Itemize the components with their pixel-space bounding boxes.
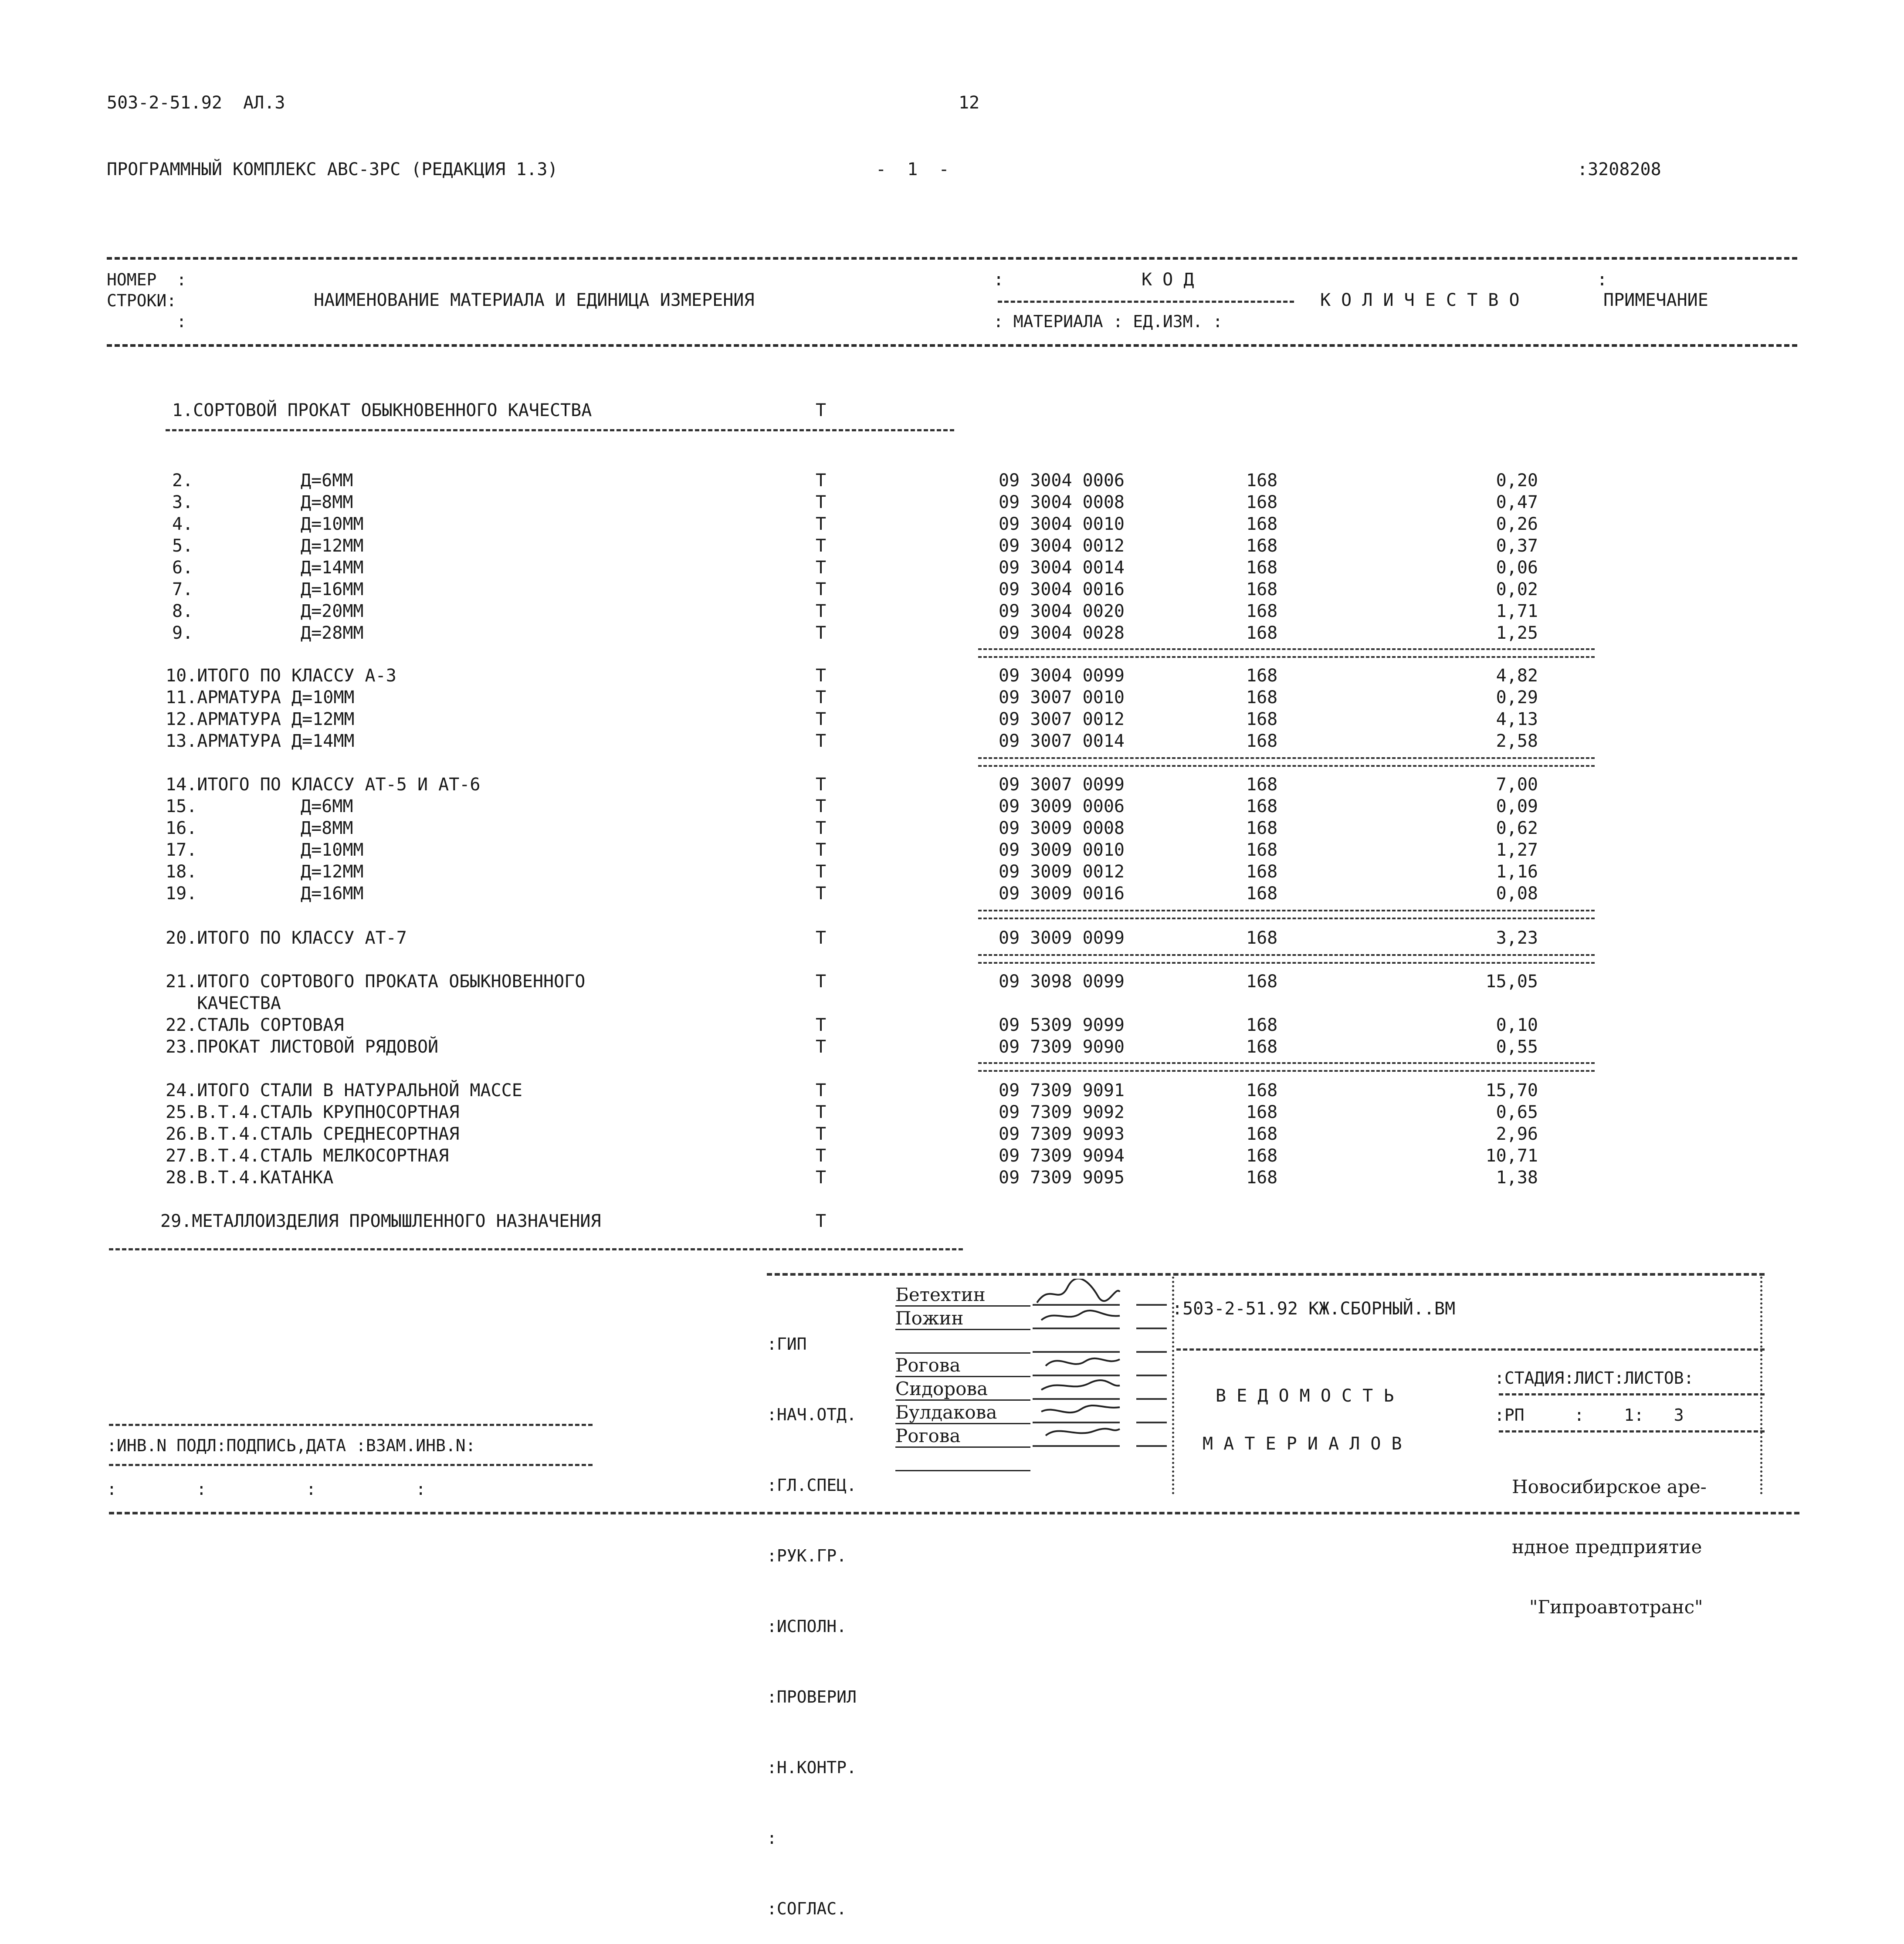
stamp-stage-values: :РП : 1: 3: [1494, 1406, 1684, 1425]
subtotal-separator: [978, 910, 1595, 919]
subtotal-separator: [978, 1062, 1595, 1072]
note-separator: :: [1597, 270, 1608, 290]
sheet-marker: - 1 -: [876, 159, 949, 179]
section-title: 1.СОРТОВОЙ ПРОКАТ ОБЫКНОВЕННОГО КАЧЕСТВА: [172, 400, 592, 420]
inventory-empty-row: : : : :: [107, 1480, 426, 1499]
organization-block: [1512, 1437, 1707, 1637]
signature-mark: [1037, 1279, 1120, 1303]
subtotal-separator: [978, 954, 1595, 964]
table-bottom-rule: [109, 1248, 963, 1250]
stamp-name-executor: Сидорова: [895, 1378, 1030, 1401]
stamp-role: :ПРОВЕРИЛ: [767, 1687, 857, 1707]
document-code: 503-2-51.92 АЛ.3: [107, 93, 285, 113]
stamp-role: :ИСПОЛН.: [767, 1617, 847, 1636]
stamp-name-gip: Бетехтин: [895, 1284, 1030, 1307]
page-bottom-rule: [109, 1512, 1799, 1514]
stamp-sheet-title-2: М А Т Е Р И А Л О В: [1203, 1434, 1402, 1454]
document-id: :3208208: [1577, 159, 1661, 179]
subtotal-separator: [978, 648, 1595, 658]
stamp-role: :СОГЛАС.: [767, 1899, 847, 1918]
column-header-note: ПРИМЕЧАНИЕ: [1603, 290, 1708, 310]
column-header-code: К О Д: [1142, 270, 1194, 290]
stamp-role: :НАЧ.ОТД.: [767, 1405, 857, 1424]
stamp-role: :РУК.ГР.: [767, 1546, 847, 1565]
stamp-name-head: Пожин: [895, 1308, 1030, 1330]
code-header-divider: [998, 301, 1294, 303]
organization-line: ндное предприятие: [1512, 1536, 1702, 1558]
stamp-inner-rule: [1176, 1348, 1765, 1351]
inventory-top-rule: [109, 1424, 593, 1426]
inventory-header: :ИНВ.N ПОДЛ:ПОДПИСЬ,ДАТА :ВЗАМ.ИНВ.N:: [107, 1436, 476, 1455]
column-header-row-number: НОМЕР : СТРОКИ: :: [107, 270, 187, 331]
stamp-role: :ГЛ.СПЕЦ.: [767, 1476, 857, 1495]
program-title: ПРОГРАММНЫЙ КОМПЛЕКС АВС-3РС (РЕДАКЦИЯ 1.3): [107, 159, 558, 179]
subtotal-separator: [978, 757, 1595, 767]
section-underline: [166, 429, 954, 431]
stamp-role: :ГИП: [767, 1334, 807, 1354]
column-header-code-separator: :: [993, 270, 1004, 290]
stamp-sheet-title-1: В Е Д О М О С Т Ь: [1216, 1386, 1394, 1406]
stamp-stage-header: :СТАДИЯ:ЛИСТ:ЛИСТОВ:: [1494, 1368, 1694, 1388]
signature-mark: [1046, 1429, 1120, 1436]
signature-mark: [1041, 1380, 1120, 1390]
page-number: 12: [959, 93, 980, 113]
stamp-stage-rule: [1499, 1393, 1765, 1395]
table-top-rule: [107, 257, 1797, 260]
stamp-name-norm-control: Рогова: [895, 1426, 1030, 1448]
stamp-document-title: :503-2-51.92 КЖ.СБОРНЫЙ..ВМ: [1172, 1299, 1456, 1319]
signature-mark: [1046, 1358, 1120, 1366]
stamp-name-group-lead: Рогова: [895, 1355, 1030, 1377]
signatures: [1033, 1279, 1128, 1470]
stamp-role: :Н.КОНТР.: [767, 1758, 857, 1777]
column-header-name: НАИМЕНОВАНИЕ МАТЕРИАЛА И ЕДИНИЦА ИЗМЕРЕНИЯ: [314, 290, 755, 310]
stamp-role: :: [767, 1829, 777, 1848]
organization-line: "Гипроавтотранс": [1529, 1596, 1703, 1618]
inventory-mid-rule: [109, 1464, 593, 1466]
stamp-name-chief-spec: [895, 1331, 1030, 1354]
stamp-right-border: [1760, 1277, 1762, 1494]
stamp-name-checker: Булдакова: [895, 1402, 1030, 1424]
organization-line: Новосибирское аре-: [1512, 1476, 1707, 1497]
stamp-stage-rule: [1499, 1430, 1765, 1433]
signature-mark: [1041, 1406, 1120, 1412]
section-unit: Т: [816, 400, 827, 420]
stamp-name-blank: [895, 1449, 1030, 1471]
stamp-roles: [767, 1285, 857, 1944]
stamp-mid-border: [1172, 1277, 1174, 1494]
column-header-code-subcols: : МАТЕРИАЛА : ЕД.ИЗМ. :: [993, 312, 1223, 331]
stamp-top-rule: [767, 1273, 1765, 1276]
signature-mark: [1041, 1311, 1120, 1320]
table-header-bottom-rule: [107, 344, 1797, 347]
date-column: [1132, 1279, 1171, 1470]
column-header-quantity: К О Л И Ч Е С Т В О: [1320, 290, 1520, 310]
